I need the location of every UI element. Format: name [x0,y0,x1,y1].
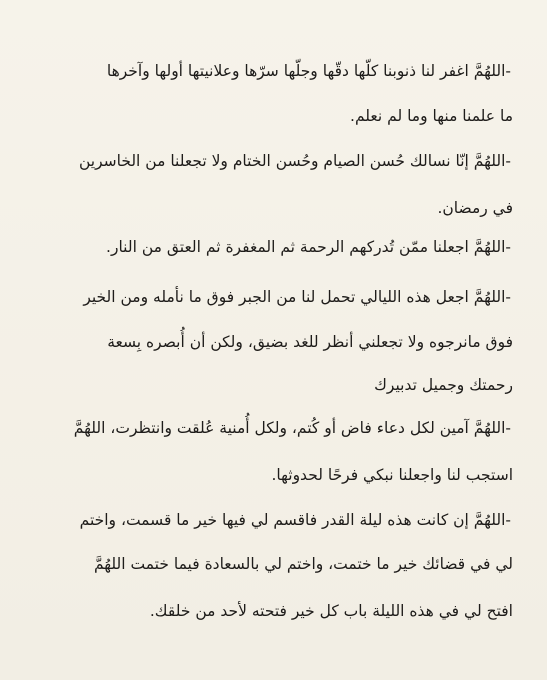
prayer-line-11: -اللهُمَّ إن كانت هذه ليلة القدر فاقسم لي فيها خير ما قسمت، واختم [79,511,511,529]
prayer-line-5: -اللهُمَّ اجعلنا ممّن تُدركهم الرحمة ثم المغفرة ثم العتق من النار. [106,238,511,256]
prayer-line-2: ما علمنا منها وما لم نعلم. [350,107,513,125]
prayer-line-1: -اللهُمَّ اغفر لنا ذنوبنا كلّها دقّها وجلّها سرّها وعلانيتها أولها وآخرها [106,62,511,80]
prayer-line-9: -اللهُمَّ آمين لكل دعاء فاض أو كُتم، ولكل أُمنية عُلقت وانتظرت، اللهُمَّ [73,419,511,437]
prayer-line-10: استجب لنا واجعلنا نبكي فرحًا لحدوثها. [271,466,513,484]
prayer-line-12: لي في قضائك خير ما ختمت، واختم لي بالسعادة فيما ختمت اللهُمَّ [93,555,513,573]
prayer-line-8: رحمتك وجميل تدبيرك [374,376,513,394]
prayer-line-6: -اللهُمَّ اجعل هذه الليالي تحمل لنا من الجبر فوق ما نأمله ومن الخير [83,288,511,306]
prayer-line-7: فوق مانرجوه ولا تجعلني أنظر للغد بضيق، ولكن أن أُبصره بِسعة [107,333,513,351]
prayer-line-13: افتح لي في هذه الليلة باب كل خير فتحته لأحد من خلقك. [149,602,513,620]
prayer-line-3: -اللهُمَّ إنّا نسالك حُسن الصيام وحُسن الختام ولا تجعلنا من الخاسرين [78,152,511,170]
prayer-line-4: في رمضان. [437,199,513,217]
